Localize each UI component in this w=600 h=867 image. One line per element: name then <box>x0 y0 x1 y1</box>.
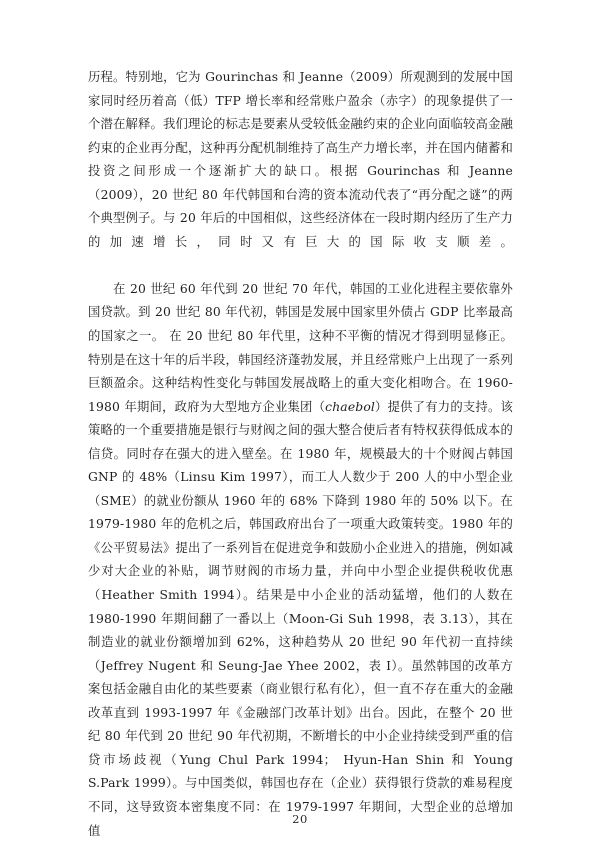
paragraph-2-part-1: 在 20 世纪 60 年代到 20 世纪 70 年代，韩国的工业化进程主要依靠外国贷款。到 20 世纪 80 年代初，韩国是发展中国家里外债占 GDP 比率最高的国家之一。 在 20 世纪 80 年代里，这种不平衡的情况才得到明显修正。特别是在这十年的后半段，韩国经济蓬勃发展，并且经常账户上出现了一系列巨额盈余。这种结构性变化与韩国发展战略上的重大变化相吻合。在 1960-1980 年期间，政府为大型地方企业集团（ <box>88 281 513 414</box>
page-number: 20 <box>292 812 308 826</box>
paragraph-1: 历程。特别地，它为 Gourinchas 和 Jeanne（2009）所观测到的发展中国家同时经历着高（低）TFP 增长率和经常账户盈余（赤字）的现象提供了一个潜在解释。我们理论的标志是要素从受较低金融约束的企业向面临较高金融约束的企业再分配，这种再分配机制维持了高生产力增长率，并在国内储蓄和投资之间形成一个逐渐扩大的缺口。根据 Gourinchas 和 Jeanne（2009），20 世纪 80 年代韩国和台湾的资本流动代表了“再分配之谜”的两个典型例子。与 20 年后的中国相似，这些经济体在一段时期内经历了生产力的加速增长，同时又有巨大的国际收支顺差。 <box>88 70 513 249</box>
paragraph-2 <box>88 278 513 867</box>
body-text-column <box>88 66 513 867</box>
italic-term-chaebol: chaebol <box>325 399 375 414</box>
paragraph-2-part-2: ）提供了有力的支持。该策略的一个重要措施是银行与财阀之间的强大整合使后者有特权获得低成本的信贷。同时存在强大的进入壁垒。在 1980 年，规模最大的十个财阀占韩国 GNP 的 48%（Linsu Kim 1997），而工人人数少于 200 人的中小型企业（SME）的就业份额从 1960 年的 68% 下降到 1980 年的 50% 以下。在 1979-1980 年的危机之后，韩国政府出台了一项重大政策转变。1980 年的《公平贸易法》提出了一系列旨在促进竞争和鼓励小企业进入的措施，例如减少对大企业的补贴，调节财阀的市场力量，并向中小型企业提供税收优惠（Heather Smith 1994）。结果是中小企业的活动猛增，他们的人数在 1980-1990 年期间翻了一番以上（Moon-Gi Suh 1998，表 3.13），其在制造业的就业份额增加到 62%，这种趋势从 20 世纪 90 年代初一直持续（Jeffrey Nugent 和 Seung-Jae Yhee 2002，表 I）。虽然韩国的改革方案包括金融自由化的某些要素（商业银行私有化），但一直不存在重大的金融改革直到 1993-1997 年《金融部门改革计划》出台。因此，在整个 20 世纪 80 年代到 20 世纪 90 年代初期，不断增长的中小企业持续受到严重的信贷市场歧视（Yung Chul Park 1994； Hyun-Han Shin 和 Young S.Park 1999）。与中国类似，韩国也存在（企业）获得银行贷款的难易程度不同，这导致资本密集度不同：在 1979-1997 年期间，大型企业的总增加值 <box>88 399 513 838</box>
